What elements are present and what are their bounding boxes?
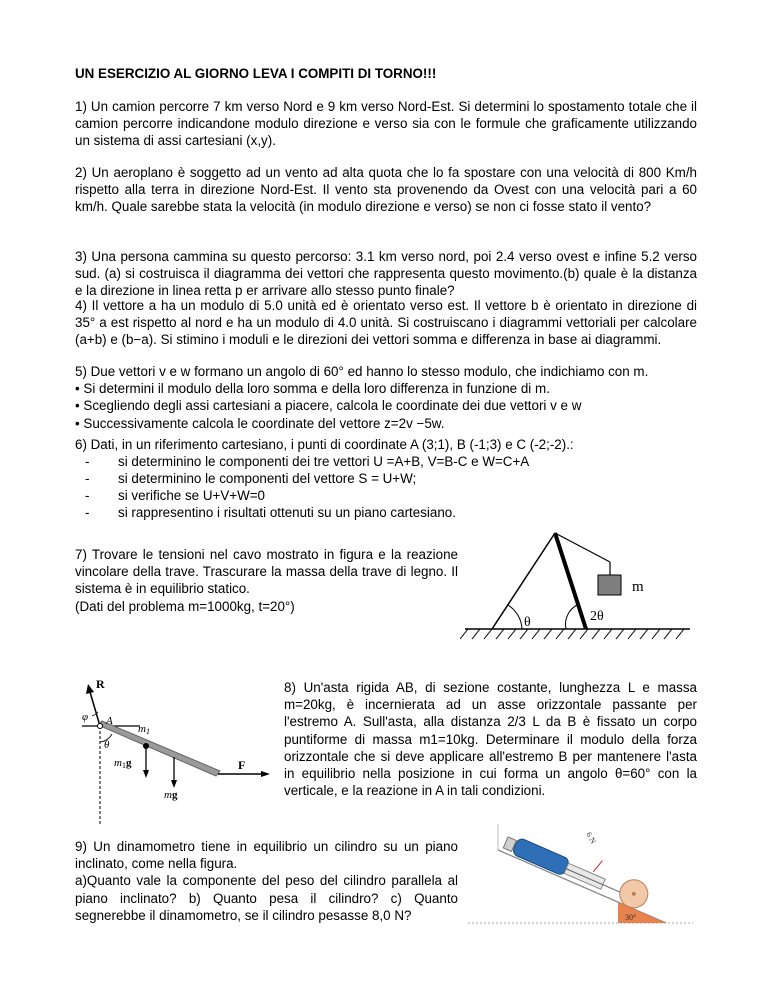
exercise-2: 2) Un aeroplano è soggetto ad un vento ad alta quota che lo fa spostare con una velocità di 800 Km/h rispetto alla terra in direzione Nord-Est. Il vento sta provenendo da Ovest con una velocità pari a 60 km/h. Quale sarebbe stata la velocità (in modulo direzione e verso) se non ci fosse stato il vento?: [75, 165, 697, 215]
m1-subscript: 1: [145, 727, 150, 736]
m1-symbol: m: [138, 723, 146, 735]
exercise-6-item-text: si verifiche se U+V+W=0: [118, 488, 265, 503]
exercise-8: 8) Un'asta rigida AB, di sezione costante, lunghezza L e massa m=20kg, è incernierata ad un asse orizzontale passante per l'estremo A. Sull'asta, alla distanza 2/3 L da B è fissato un corpo puntiforme di massa m1=10kg. Determinare il modulo della forza orizzontale che si deve applicare all'estremo B per mantenere l'asta in equilibrio nella posizione in cui forma un angolo θ=60° con la verticale, e la reazione in A in tali condizioni.: [284, 680, 697, 799]
exercise-6-item-text: si determinino le componenti del vettore S = U+W;: [118, 471, 417, 486]
m1g-subscript: 1: [121, 761, 126, 770]
exercise-5-bullet: • Successivamente calcola le coordinate del vettore z=2v −5w.: [75, 415, 445, 431]
force-label: F: [238, 758, 246, 772]
mass-block: [598, 575, 621, 595]
mass-label: m: [632, 579, 644, 595]
reaction-arrow: [90, 692, 100, 726]
exercise-3: 3) Una persona cammina su questo percorso: 3.1 km verso nord, poi 2.4 verso ovest e infine 5.2 verso sud. (a) si costruisca il diagramma dei vettori che rappresenta questo movimento.(b) quale è la distanza e la direzione in linea retta p er arrivare allo stesso punto finale?: [75, 249, 697, 299]
point-a-label: A: [106, 715, 113, 727]
exercise-9: [75, 838, 458, 924]
theta-label: θ: [524, 615, 531, 630]
exercise-5-bullet: • Scegliendo degli assi cartesiani a piacere, calcola le coordinate dei due vettori v e w: [75, 398, 582, 414]
exercise-6-item-text: si determinino le componenti dei tre vettori U =A+B, V=B-C e W=C+A: [118, 454, 530, 469]
exercise-9-figure: [468, 822, 693, 927]
exercise-7-figure: [460, 525, 695, 655]
mass-m1-label: [138, 723, 150, 736]
phi-label: φ: [82, 711, 89, 723]
dash-marker: -: [85, 488, 90, 503]
theta-label: θ: [104, 739, 110, 751]
exercise-4: 4) Il vettore a ha un modulo di 5.0 unità ed è orientato verso est. Il vettore b è orientato in direzione di 35° a est rispetto al nord e ha un modulo di 4.0 unità. Si costruiscano i diagrammi vettoriali per calcolare (a+b) e (b−a). Si stimino i moduli e le direzioni dei vettori somma e differenza in base ai diagrammi.: [75, 298, 697, 348]
mg-g: g: [171, 789, 178, 801]
dash-marker: -: [85, 454, 90, 469]
exercise-7: [75, 546, 458, 615]
exercise-6-item-text: si rappresentino i risultati ottenuti su un piano cartesiano.: [118, 505, 456, 520]
exercise-5: [75, 363, 697, 432]
reaction-label: R: [96, 677, 105, 691]
exercise-7-text: 7) Trovare le tensioni nel cavo mostrato in figura e la reazione vincolare della trave. Trascurare la massa della trave di legno. Il sistema è in equilibrio statico.: [75, 547, 458, 597]
exercise-8-figure: [78, 676, 278, 826]
m1g-symbol: m: [114, 757, 122, 769]
exercise-7-data: (Dati del problema m=1000kg, t=20°): [75, 598, 295, 614]
exercise-9-questions: a)Quanto vale la componente del peso del cilindro parallela al piano inclinato? b) Quanto pesa il cilindro? c) Quanto segnerebbe il dinamometro, se il cilindro pesasse 8,0 N?: [75, 873, 458, 923]
dash-marker: -: [85, 505, 90, 520]
dash-marker: -: [85, 471, 90, 486]
exercise-5-intro: 5) Due vettori v e w formano un angolo di 60° ed hanno lo stesso modulo, che indichiamo con m.: [75, 364, 649, 379]
m1g-g: g: [125, 757, 132, 769]
mg-symbol: m: [164, 789, 172, 801]
page-title: UN ESERCIZIO AL GIORNO LEVA I COMPITI DI TORNO!!!: [75, 66, 437, 81]
exercise-6-intro: 6) Dati, in un riferimento cartesiano, i punti di coordinate A (3;1), B (-1;3) e C (-2;-2).:: [75, 437, 574, 452]
dynamometer-reading: 6 N: [584, 830, 598, 846]
exercise-5-bullet: • Si determini il modulo della loro somma e della loro differenza in funzione di m.: [75, 381, 550, 397]
dynamometer: [512, 837, 571, 876]
two-theta-label: 2θ: [590, 609, 604, 624]
exercise-1: 1) Un camion percorre 7 km verso Nord e 9 km verso Nord-Est. Si determini lo spostamento totale che il camion percorre indicandone modulo direzione e verso sia con le formule che graficamente utilizzando un sistema di assi cartesiani (x,y).: [75, 99, 697, 149]
exercise-9-text: 9) Un dinamometro tiene in equilibrio un cilindro su un piano inclinato, come nella figura.: [75, 839, 458, 872]
weight-mg-label: [164, 789, 178, 801]
incline-angle-label: 30°: [625, 913, 637, 922]
weight-m1g-label: [114, 757, 132, 770]
